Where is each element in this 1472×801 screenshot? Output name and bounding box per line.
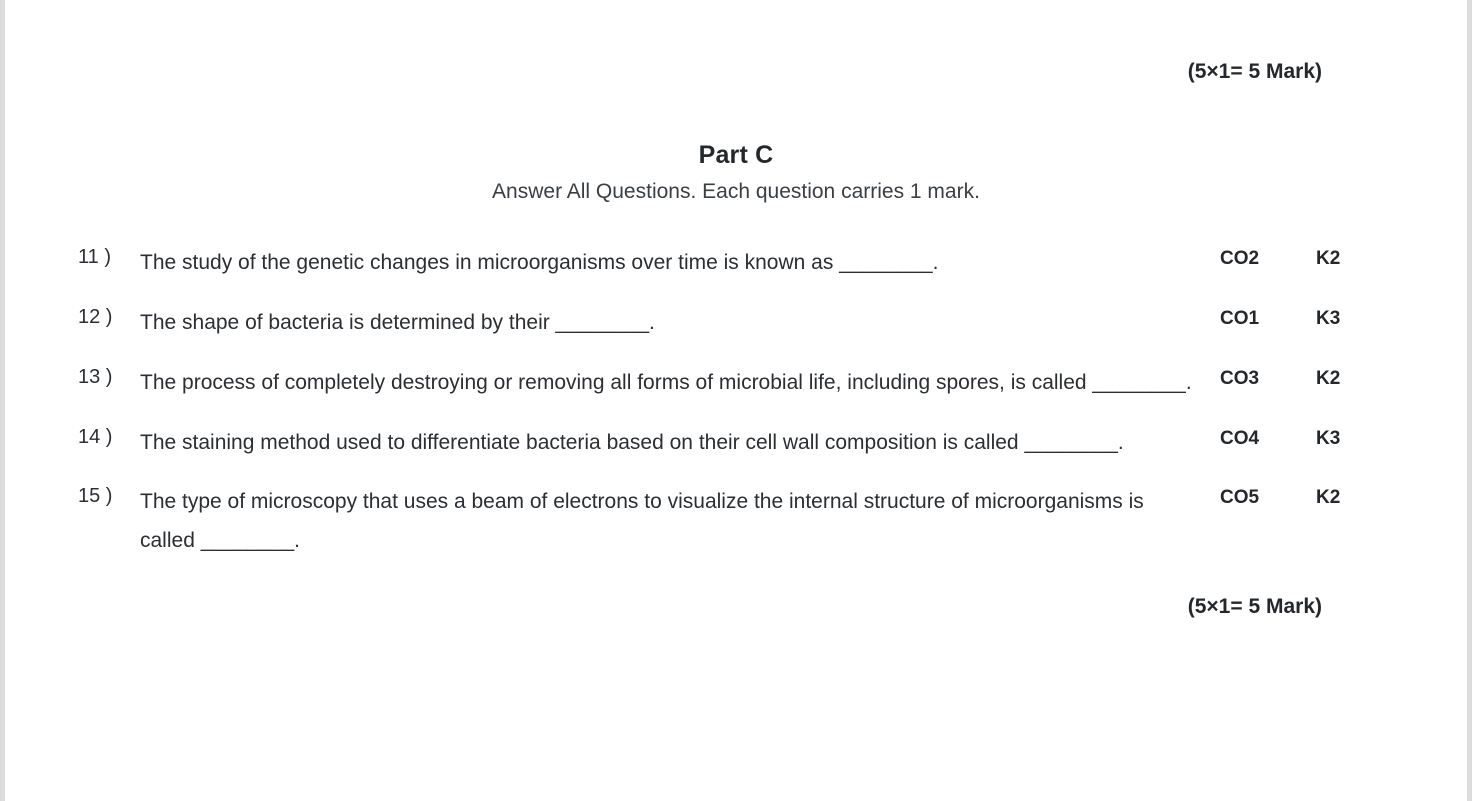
question-text: The process of completely destroying or removing all forms of microbial life, including spores, is called ________. xyxy=(140,370,1192,394)
question-k-level: K3 xyxy=(1316,307,1341,329)
question-co-code: CO2 xyxy=(1220,248,1260,269)
question-number: 14 ) xyxy=(78,425,113,448)
question-text: The study of the genetic changes in microorganisms over time is known as ________. xyxy=(140,251,939,274)
question-row xyxy=(78,244,1394,283)
part-instruction: Answer All Questions. Each question carries 1 mark. xyxy=(492,180,980,203)
question-k-level: K2 xyxy=(1316,248,1341,269)
question-text: The type of microscopy that uses a beam of electrons to visualize the internal structure of microorganisms is called ________. xyxy=(140,490,1144,553)
part-title: Part C xyxy=(698,141,774,169)
question-k-level: K3 xyxy=(1316,427,1341,449)
question-row xyxy=(78,483,1394,561)
question-number: 11 ) xyxy=(78,246,111,268)
question-co-code: CO1 xyxy=(1220,307,1260,329)
question-list xyxy=(78,244,1394,561)
question-co-code: CO3 xyxy=(1220,367,1260,389)
page-left-edge xyxy=(0,0,5,801)
top-mark-note: (5×1= 5 Mark) xyxy=(1187,60,1322,83)
bottom-mark-note: (5×1= 5 Mark) xyxy=(1187,595,1322,619)
question-row xyxy=(78,304,1394,343)
question-number: 15 ) xyxy=(78,485,113,508)
question-k-level: K2 xyxy=(1316,367,1341,389)
question-number: 12 ) xyxy=(78,305,113,328)
question-co-code: CO5 xyxy=(1220,487,1260,509)
question-row xyxy=(78,424,1394,463)
question-co-code: CO4 xyxy=(1220,427,1260,449)
question-k-level: K2 xyxy=(1316,487,1341,509)
page-right-edge xyxy=(1467,0,1472,801)
question-text: The staining method used to differentiate bacteria based on their cell wall composition is called ________. xyxy=(140,430,1124,454)
question-text: The shape of bacteria is determined by their ________. xyxy=(140,310,655,334)
question-row xyxy=(78,364,1394,403)
question-number: 13 ) xyxy=(78,365,113,388)
